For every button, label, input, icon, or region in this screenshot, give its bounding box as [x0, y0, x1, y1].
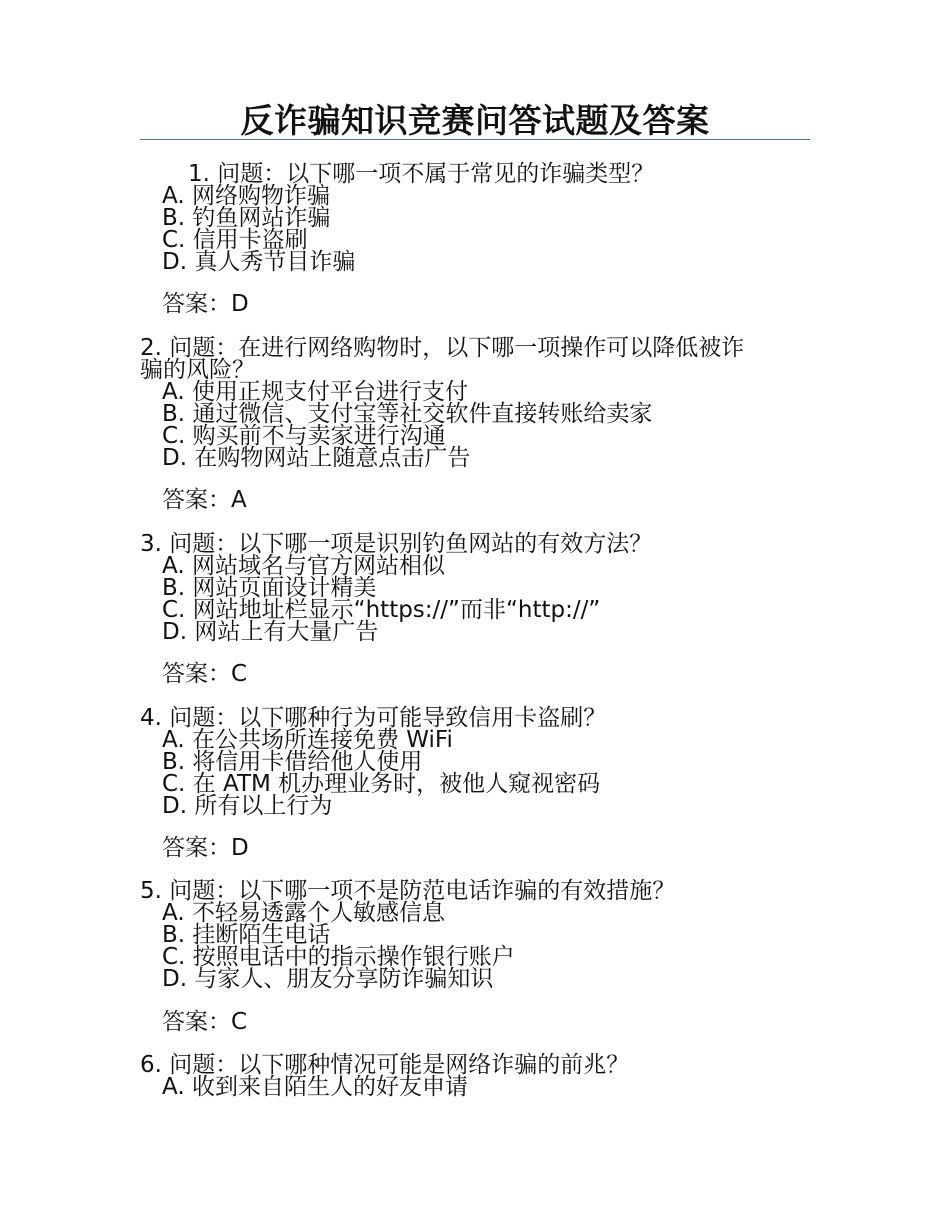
question-4-answer: 答案：D [162, 835, 249, 861]
title-underline [140, 139, 810, 140]
question-3-option-a: A. 网站域名与官方网站相似 [162, 553, 445, 579]
question-2-option-a: A. 使用正规支付平台进行支付 [162, 379, 468, 405]
question-5-answer: 答案：C [162, 1009, 248, 1035]
question-5-option-a: A. 不轻易透露个人敏感信息 [162, 900, 445, 926]
question-4-option-d: D. 所有以上行为 [162, 793, 333, 819]
question-4-option-b: B. 将信用卡借给他人使用 [162, 749, 423, 775]
question-3-option-c: C. 网站地址栏显示“https://”而非“http://” [162, 597, 601, 623]
question-3-answer: 答案：C [162, 661, 248, 687]
question-5-option-d: D. 与家人、朋友分享防诈骗知识 [162, 966, 494, 992]
question-6-option-a: A. 收到来自陌生人的好友申请 [162, 1074, 468, 1100]
question-5: 5. 问题：以下哪一项不是防范电话诈骗的有效措施？ [140, 878, 676, 904]
question-4: 4. 问题：以下哪种行为可能导致信用卡盗刷？ [140, 705, 607, 731]
question-1-option-a: A. 网络购物诈骗 [162, 183, 330, 209]
question-1: 1. 问题：以下哪一项不属于常见的诈骗类型？ [188, 161, 655, 187]
question-6: 6. 问题：以下哪种情况可能是网络诈骗的前兆？ [140, 1052, 630, 1078]
question-3-option-b: B. 网站页面设计精美 [162, 575, 377, 601]
question-5-option-c: C. 按照电话中的指示操作银行账户 [162, 944, 515, 970]
question-2-answer: 答案：A [162, 487, 247, 513]
question-3-option-d: D. 网站上有大量广告 [162, 619, 379, 645]
question-1-option-b: B. 钓鱼网站诈骗 [162, 205, 331, 231]
question-4-option-c: C. 在 ATM 机办理业务时，被他人窥视密码 [162, 771, 601, 797]
question-3: 3. 问题：以下哪一项是识别钓鱼网站的有效方法？ [140, 531, 653, 557]
question-2: 2. 问题：在进行网络购物时，以下哪一项操作可以降低被诈 [140, 335, 745, 361]
question-2-option-d: D. 在购物网站上随意点击广告 [162, 445, 471, 471]
question-1-option-d: D. 真人秀节目诈骗 [162, 249, 356, 275]
question-4-option-a: A. 在公共场所连接免费 WiFi [162, 727, 453, 753]
document-title: 反诈骗知识竞赛问答试题及答案 [240, 101, 710, 140]
question-1-option-c: C. 信用卡盗刷 [162, 227, 308, 253]
question-1-answer: 答案：D [162, 291, 249, 317]
question-5-option-b: B. 挂断陌生电话 [162, 922, 331, 948]
question-2-option-c: C. 购买前不与卖家进行沟通 [162, 423, 446, 449]
question-2-continued: 骗的风险？ [140, 357, 255, 383]
question-2-option-b: B. 通过微信、支付宝等社交软件直接转账给卖家 [162, 401, 653, 427]
